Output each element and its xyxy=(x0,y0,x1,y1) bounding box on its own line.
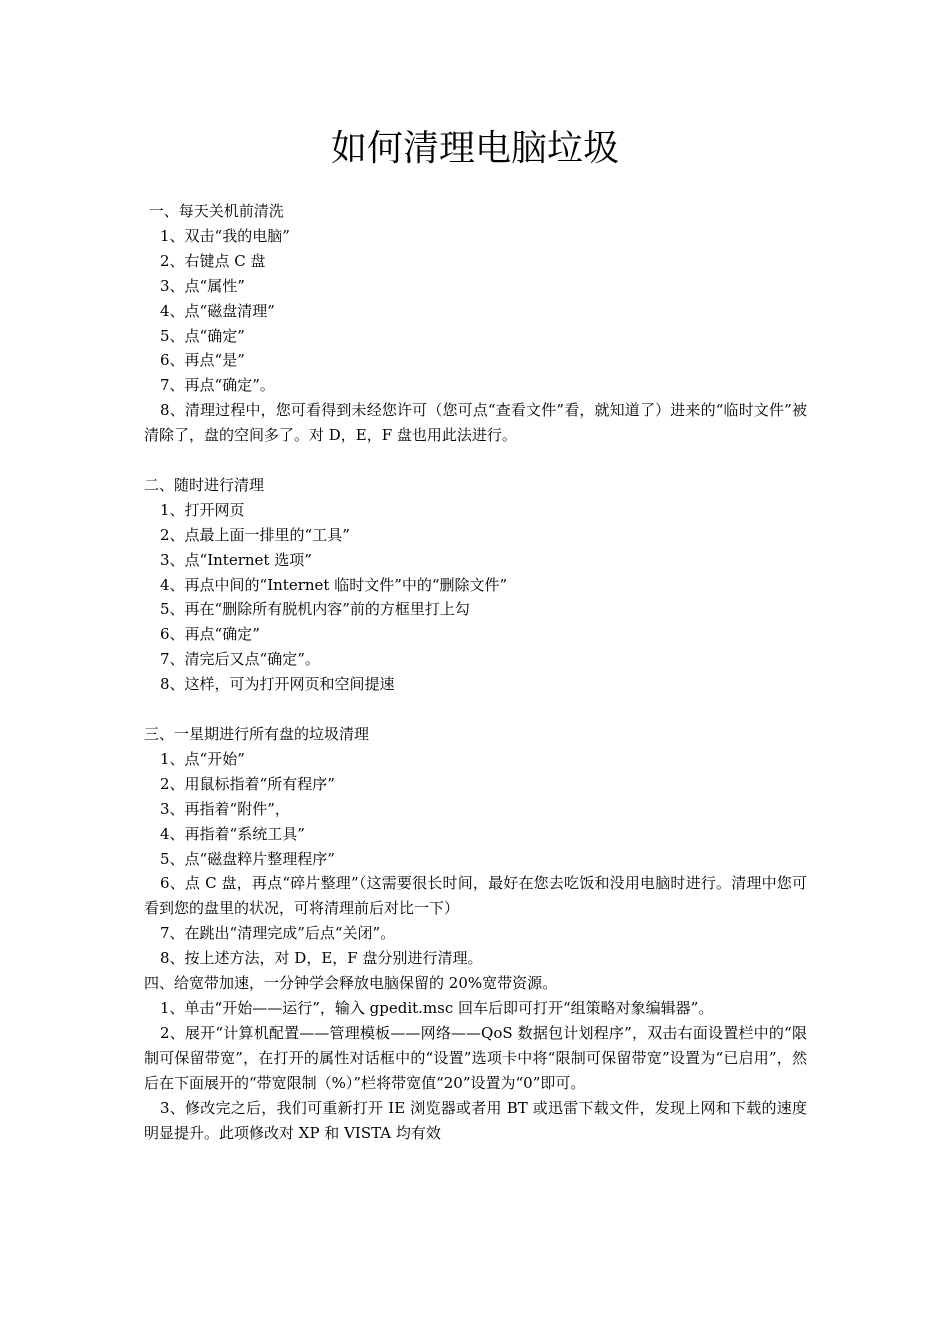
spacer xyxy=(144,448,807,473)
list-item: 7、再点“确定”。 xyxy=(160,376,275,395)
section-4-paragraph: 3、修改完之后，我们可重新打开 IE 浏览器或者用 BT 或迅雷下载文件，发现上网和下载的速度明显提升。此项修改对 XP 和 VISTA 均有效 xyxy=(144,1098,807,1142)
list-item: 7、清完后又点“确定”。 xyxy=(160,650,320,669)
list-item: 2、右键点 C 盘 xyxy=(160,251,266,270)
list-item: 8、这样，可为打开网页和空间提速 xyxy=(160,675,395,694)
section-4-paragraph: 1、单击“开始——运行”，输入 gpedit.msc 回车后即可打开“组策略对象编辑器”。 xyxy=(160,998,714,1017)
section-1-heading: 一、每天关机前清洗 xyxy=(144,202,284,220)
list-item: 7、在跳出“清理完成”后点“关闭”。 xyxy=(160,924,396,943)
list-item: 4、点“磁盘清理” xyxy=(160,301,275,320)
section-3-paragraph: 6、点 C 盘，再点“碎片整理”（这需要很长时间，最好在您去吃饭和没用电脑时进行。清理中您可看到您的盘里的状况，可将清理前后对比一下） xyxy=(144,874,807,918)
list-item: 6、再点“是” xyxy=(160,351,245,370)
list-item: 3、再指着“附件”， xyxy=(160,799,290,818)
list-item: 8、按上述方法，对 D，E，F 盘分别进行清理。 xyxy=(160,949,483,968)
list-item: 5、点“磁盘粹片整理程序” xyxy=(160,849,335,868)
list-item: 3、点“Internet 选项” xyxy=(160,550,312,569)
list-item: 4、再点中间的“Internet 临时文件”中的“删除文件” xyxy=(160,575,508,594)
list-item: 5、再在“删除所有脱机内容”前的方框里打上勾 xyxy=(160,600,470,619)
section-3-heading: 三、一星期进行所有盘的垃圾清理 xyxy=(144,725,370,743)
document-body xyxy=(144,199,807,1145)
section-4-paragraph: 2、展开“计算机配置——管理模板——网络——QoS 数据包计划程序”，双击右面设置栏中的“限制可保留带宽”，在打开的属性对话框中的“设置”选项卡中将“限制可保留带宽”设置为“已启用”，然后在下面展开的“带宽限制（%）”栏将带宽值“20”设置为“0”即可。 xyxy=(144,1023,807,1092)
list-item: 1、打开网页 xyxy=(160,500,245,519)
list-item: 4、再指着“系统工具” xyxy=(160,824,305,843)
section-2-heading: 二、随时进行清理 xyxy=(144,475,265,494)
list-item: 3、点“属性” xyxy=(160,276,245,295)
section-4-heading: 四、给宽带加速，一分钟学会释放电脑保留的 20%宽带资源。 xyxy=(144,974,558,993)
list-item: 6、再点“确定” xyxy=(160,625,260,644)
document-title: 如何清理电脑垃圾 xyxy=(330,128,619,169)
list-item: 2、用鼠标指着“所有程序” xyxy=(160,774,335,793)
list-item: 1、双击“我的电脑” xyxy=(160,226,290,245)
list-item: 1、点“开始” xyxy=(160,749,245,768)
list-item: 2、点最上面一排里的“工具” xyxy=(160,525,350,544)
list-item: 5、点“确定” xyxy=(160,326,245,345)
spacer xyxy=(144,697,807,722)
section-1-note: 8、清理过程中，您可看得到未经您许可（您可点“查看文件”看，就知道了）进来的“临时文件”被清除了，盘的空间多了。对 D，E，F 盘也用此法进行。 xyxy=(144,401,807,445)
